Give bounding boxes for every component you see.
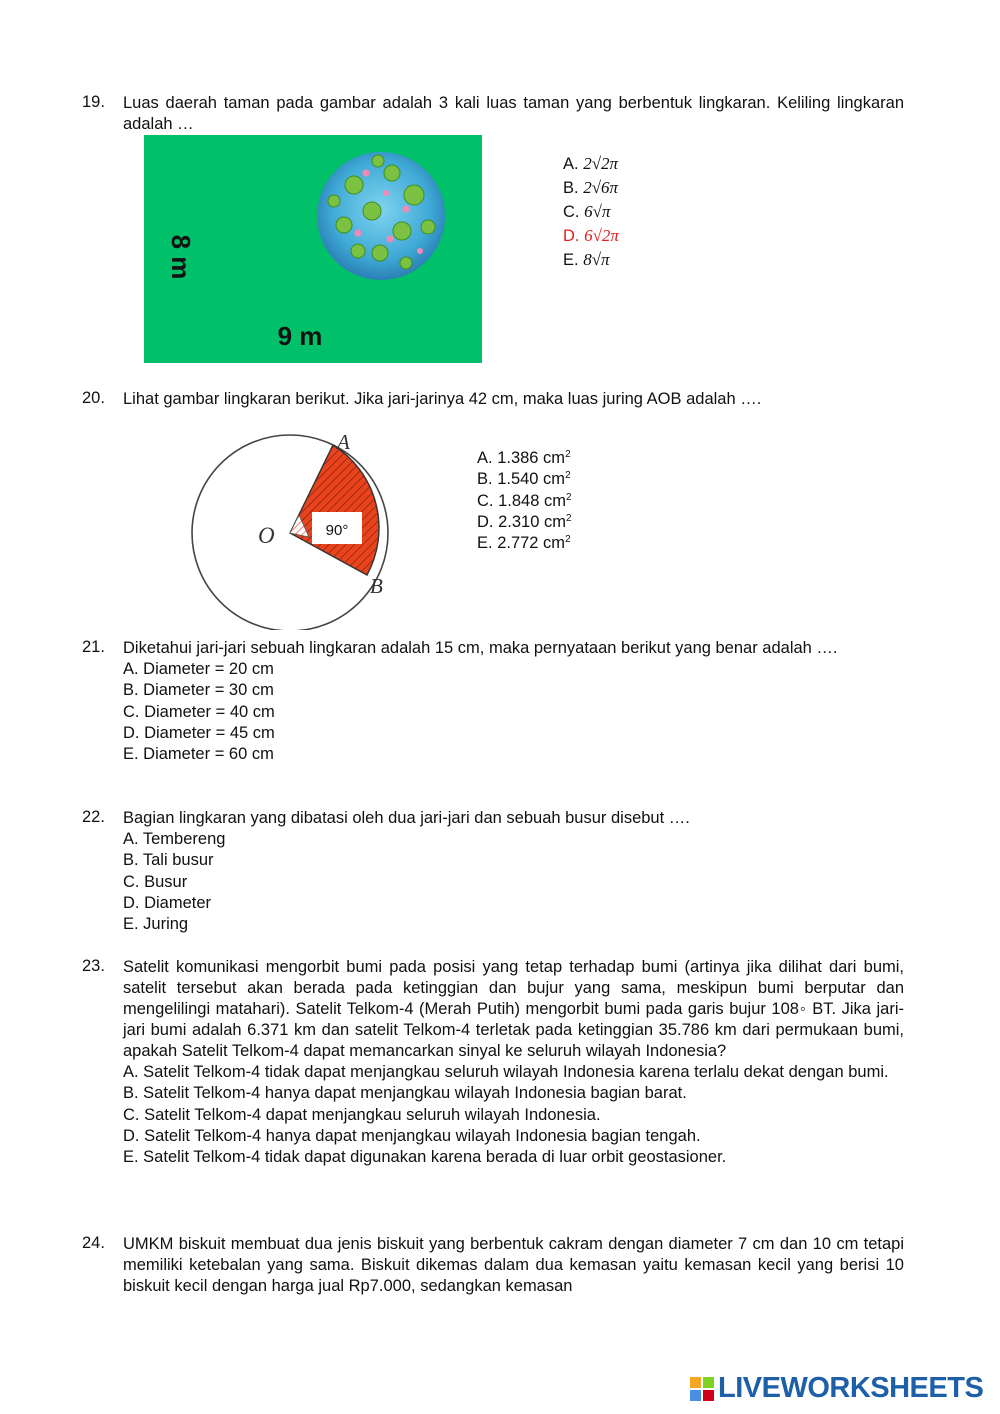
option-e[interactable]: E. Juring [123, 915, 189, 934]
question-number: 22. [82, 808, 105, 826]
liveworksheets-logo [690, 1372, 983, 1405]
option-d[interactable]: D. 2.310 $cm^2$ [477, 512, 572, 531]
option-d[interactable]: D. Diameter = 45 cm [123, 723, 275, 742]
option-a[interactable]: A. Diameter = 20 cm [123, 660, 274, 678]
logo-grid-icon [690, 1377, 714, 1401]
question-22 [82, 808, 904, 935]
option-b[interactable]: B. Diameter = 30 cm [123, 681, 274, 700]
option-c[interactable]: C. Diameter = 40 cm [123, 702, 275, 721]
question-number: 24. [82, 1234, 105, 1252]
option-e[interactable]: E. Diameter = 60 cm [123, 745, 274, 764]
question-23 [82, 957, 904, 1168]
option-b[interactable]: B. 1.540 $cm^2$ [477, 470, 571, 489]
garden-figure [144, 135, 482, 363]
question-number: 20. [82, 389, 105, 407]
question-number: 23. [82, 957, 105, 975]
angle-label: 90° [325, 522, 349, 539]
question-21 [82, 638, 904, 765]
question-text: Luas daerah taman pada gambar adalah 3 kali luas taman yang berbentuk lingkaran. Keliling lingkaran adalah … [123, 94, 904, 133]
option-d[interactable]: D. Satelit Telkom-4 hanya dapat menjangkau wilayah Indonesia bagian tengah. [123, 1126, 701, 1145]
option-e[interactable]: E. Satelit Telkom-4 tidak dapat digunakan karena berada di luar orbit geostasioner. [123, 1148, 727, 1167]
point-o-label: O [258, 523, 275, 548]
option-a[interactable]: A. 2√2π [563, 154, 619, 173]
option-e[interactable]: E. 2.772 $cm^2$ [477, 534, 571, 553]
option-b[interactable]: B. 2√6π [563, 178, 619, 197]
logo-text: LIVEWORKSHEETS [718, 1372, 984, 1404]
question-text: UMKM biskuit membuat dua jenis biskuit yang berbentuk cakram dengan diameter 7 cm dan 10 cm tetapi memiliki ketebalan yang sama. Biskuit dikemas dalam dua kemasan yaitu kemasan kecil yang berisi 10 biskuit kecil dengan harga jual Rp7.000, sedangkan kemasan [123, 1235, 904, 1295]
question-text: Lihat gambar lingkaran berikut. Jika jari-jarinya 42 cm, maka luas juring AOB adalah …. [123, 390, 762, 408]
option-b[interactable]: B. Tali busur [123, 851, 214, 870]
pond-circle [317, 152, 445, 280]
point-a-label: A [337, 430, 350, 454]
question-text: Diketahui jari-jari sebuah lingkaran adalah 15 cm, maka pernyataan berikut yang benar adalah …. [123, 639, 838, 657]
sector-figure [185, 425, 405, 630]
option-b[interactable]: B. Satelit Telkom-4 hanya dapat menjangkau wilayah Indonesia bagian barat. [123, 1084, 687, 1103]
garden-diagram [144, 135, 482, 363]
bottom-length-label: 9 m [277, 321, 323, 351]
question-text: Bagian lingkaran yang dibatasi oleh dua jari-jari dan sebuah busur disebut …. [123, 809, 690, 827]
option-c[interactable]: C. Busur [123, 872, 188, 891]
question-number: 19. [82, 93, 105, 111]
option-a[interactable]: A. Tembereng [123, 830, 226, 848]
q20-options [477, 448, 572, 554]
question-19 [82, 93, 904, 135]
q19-options [563, 152, 619, 272]
option-c[interactable]: C. Satelit Telkom-4 dapat menjangkau seluruh wilayah Indonesia. [123, 1105, 601, 1124]
option-c[interactable]: C. 1.848 $cm^2$ [477, 491, 572, 510]
side-length-label: 8 m [166, 234, 196, 280]
question-24 [82, 1234, 904, 1297]
option-d-highlighted[interactable]: D. 6√2π [563, 226, 619, 245]
option-a[interactable]: A. Satelit Telkom-4 tidak dapat menjangkau seluruh wilayah Indonesia karena terlalu dekat dengan bumi. [123, 1063, 889, 1081]
option-c[interactable]: C. 6√π [563, 202, 611, 221]
option-e[interactable]: E. 8√π [563, 250, 610, 269]
question-number: 21. [82, 638, 105, 656]
point-b-label: B [370, 574, 383, 598]
circle-sector-diagram [185, 425, 405, 630]
question-text: Satelit komunikasi mengorbit bumi pada posisi yang tetap terhadap bumi (artinya jika dilihat dari bumi, satelit tersebut akan berada pada ketinggian dan bujur yang sama, meskipun bumi berputar dan mengelilingi matahari). Satelit Telkom-4 (Merah Putih) mengorbit bumi pada garis bujur 108◦ BT. Jika jari-jari bumi adalah 6.371 km dan satelit Telkom-4 terletak pada ketinggian 35.786 km dari permukaan bumi, apakah Satelit Telkom-4 dapat memancarkan sinyal ke seluruh wilayah Indonesia? [123, 958, 904, 1060]
option-a[interactable]: A. 1.386 $cm^2$ [477, 449, 571, 467]
question-20 [82, 389, 904, 410]
option-d[interactable]: D. Diameter [123, 893, 212, 912]
